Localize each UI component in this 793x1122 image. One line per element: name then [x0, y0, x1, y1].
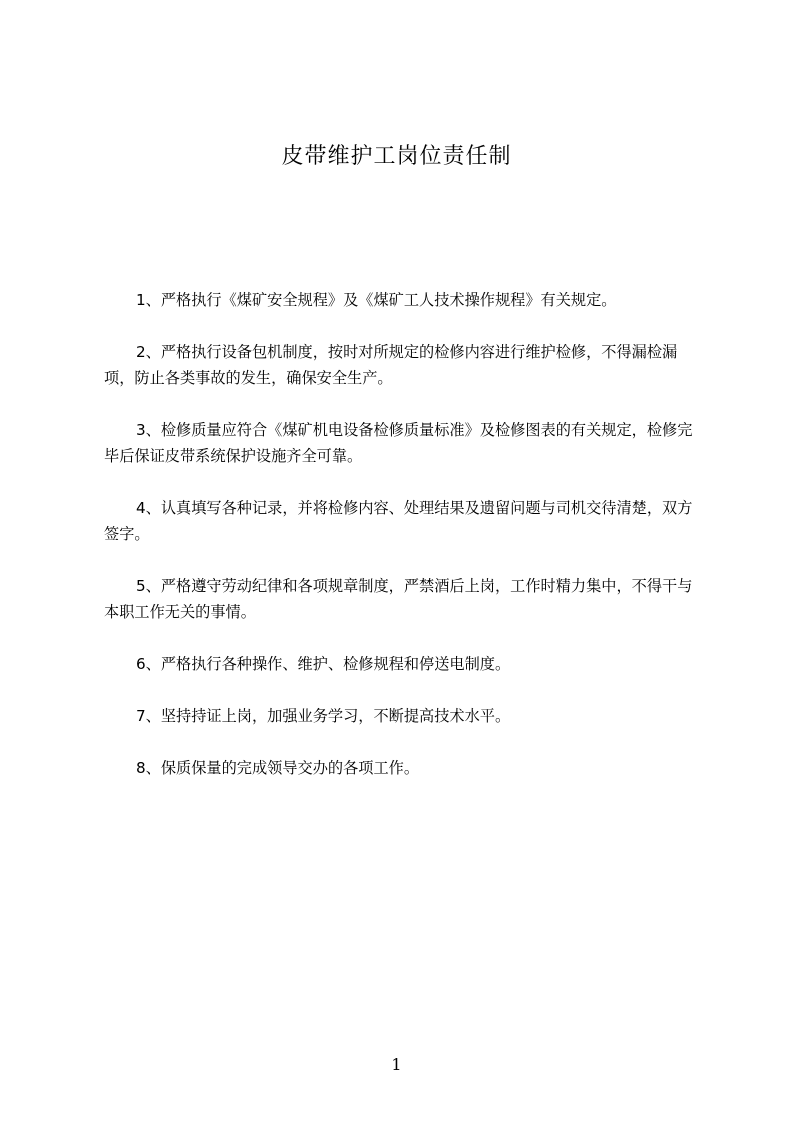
clause-7: 7、坚持持证上岗，加强业务学习，不断提高技术水平。 [136, 707, 511, 725]
clause-6: 6、严格执行各种操作、维护、检修规程和停送电制度。 [136, 655, 511, 673]
page-number: 1 [391, 1055, 402, 1074]
clause-5: 5、严格遵守劳动纪律和各项规章制度，严禁酒后上岗，工作时精力集中，不得干与本职工作无关的事情。 [104, 577, 693, 621]
clause-8: 8、保质保量的完成领导交办的各项工作。 [136, 759, 420, 777]
document-title: 皮带维护工岗位责任制 [281, 144, 512, 169]
responsibility-list [104, 287, 704, 807]
clause-4: 4、认真填写各种记录，并将检修内容、处理结果及遗留问题与司机交待清楚，双方签字。 [104, 499, 693, 543]
clause-1: 1、严格执行《煤矿安全规程》及《煤矿工人技术操作规程》有关规定。 [136, 291, 617, 309]
clause-3: 3、检修质量应符合《煤矿机电设备检修质量标准》及检修图表的有关规定，检修完毕后保证皮带系统保护设施齐全可靠。 [104, 421, 693, 465]
clause-2: 2、严格执行设备包机制度，按时对所规定的检修内容进行维护检修，不得漏检漏项，防止各类事故的发生，确保安全生产。 [104, 343, 678, 387]
